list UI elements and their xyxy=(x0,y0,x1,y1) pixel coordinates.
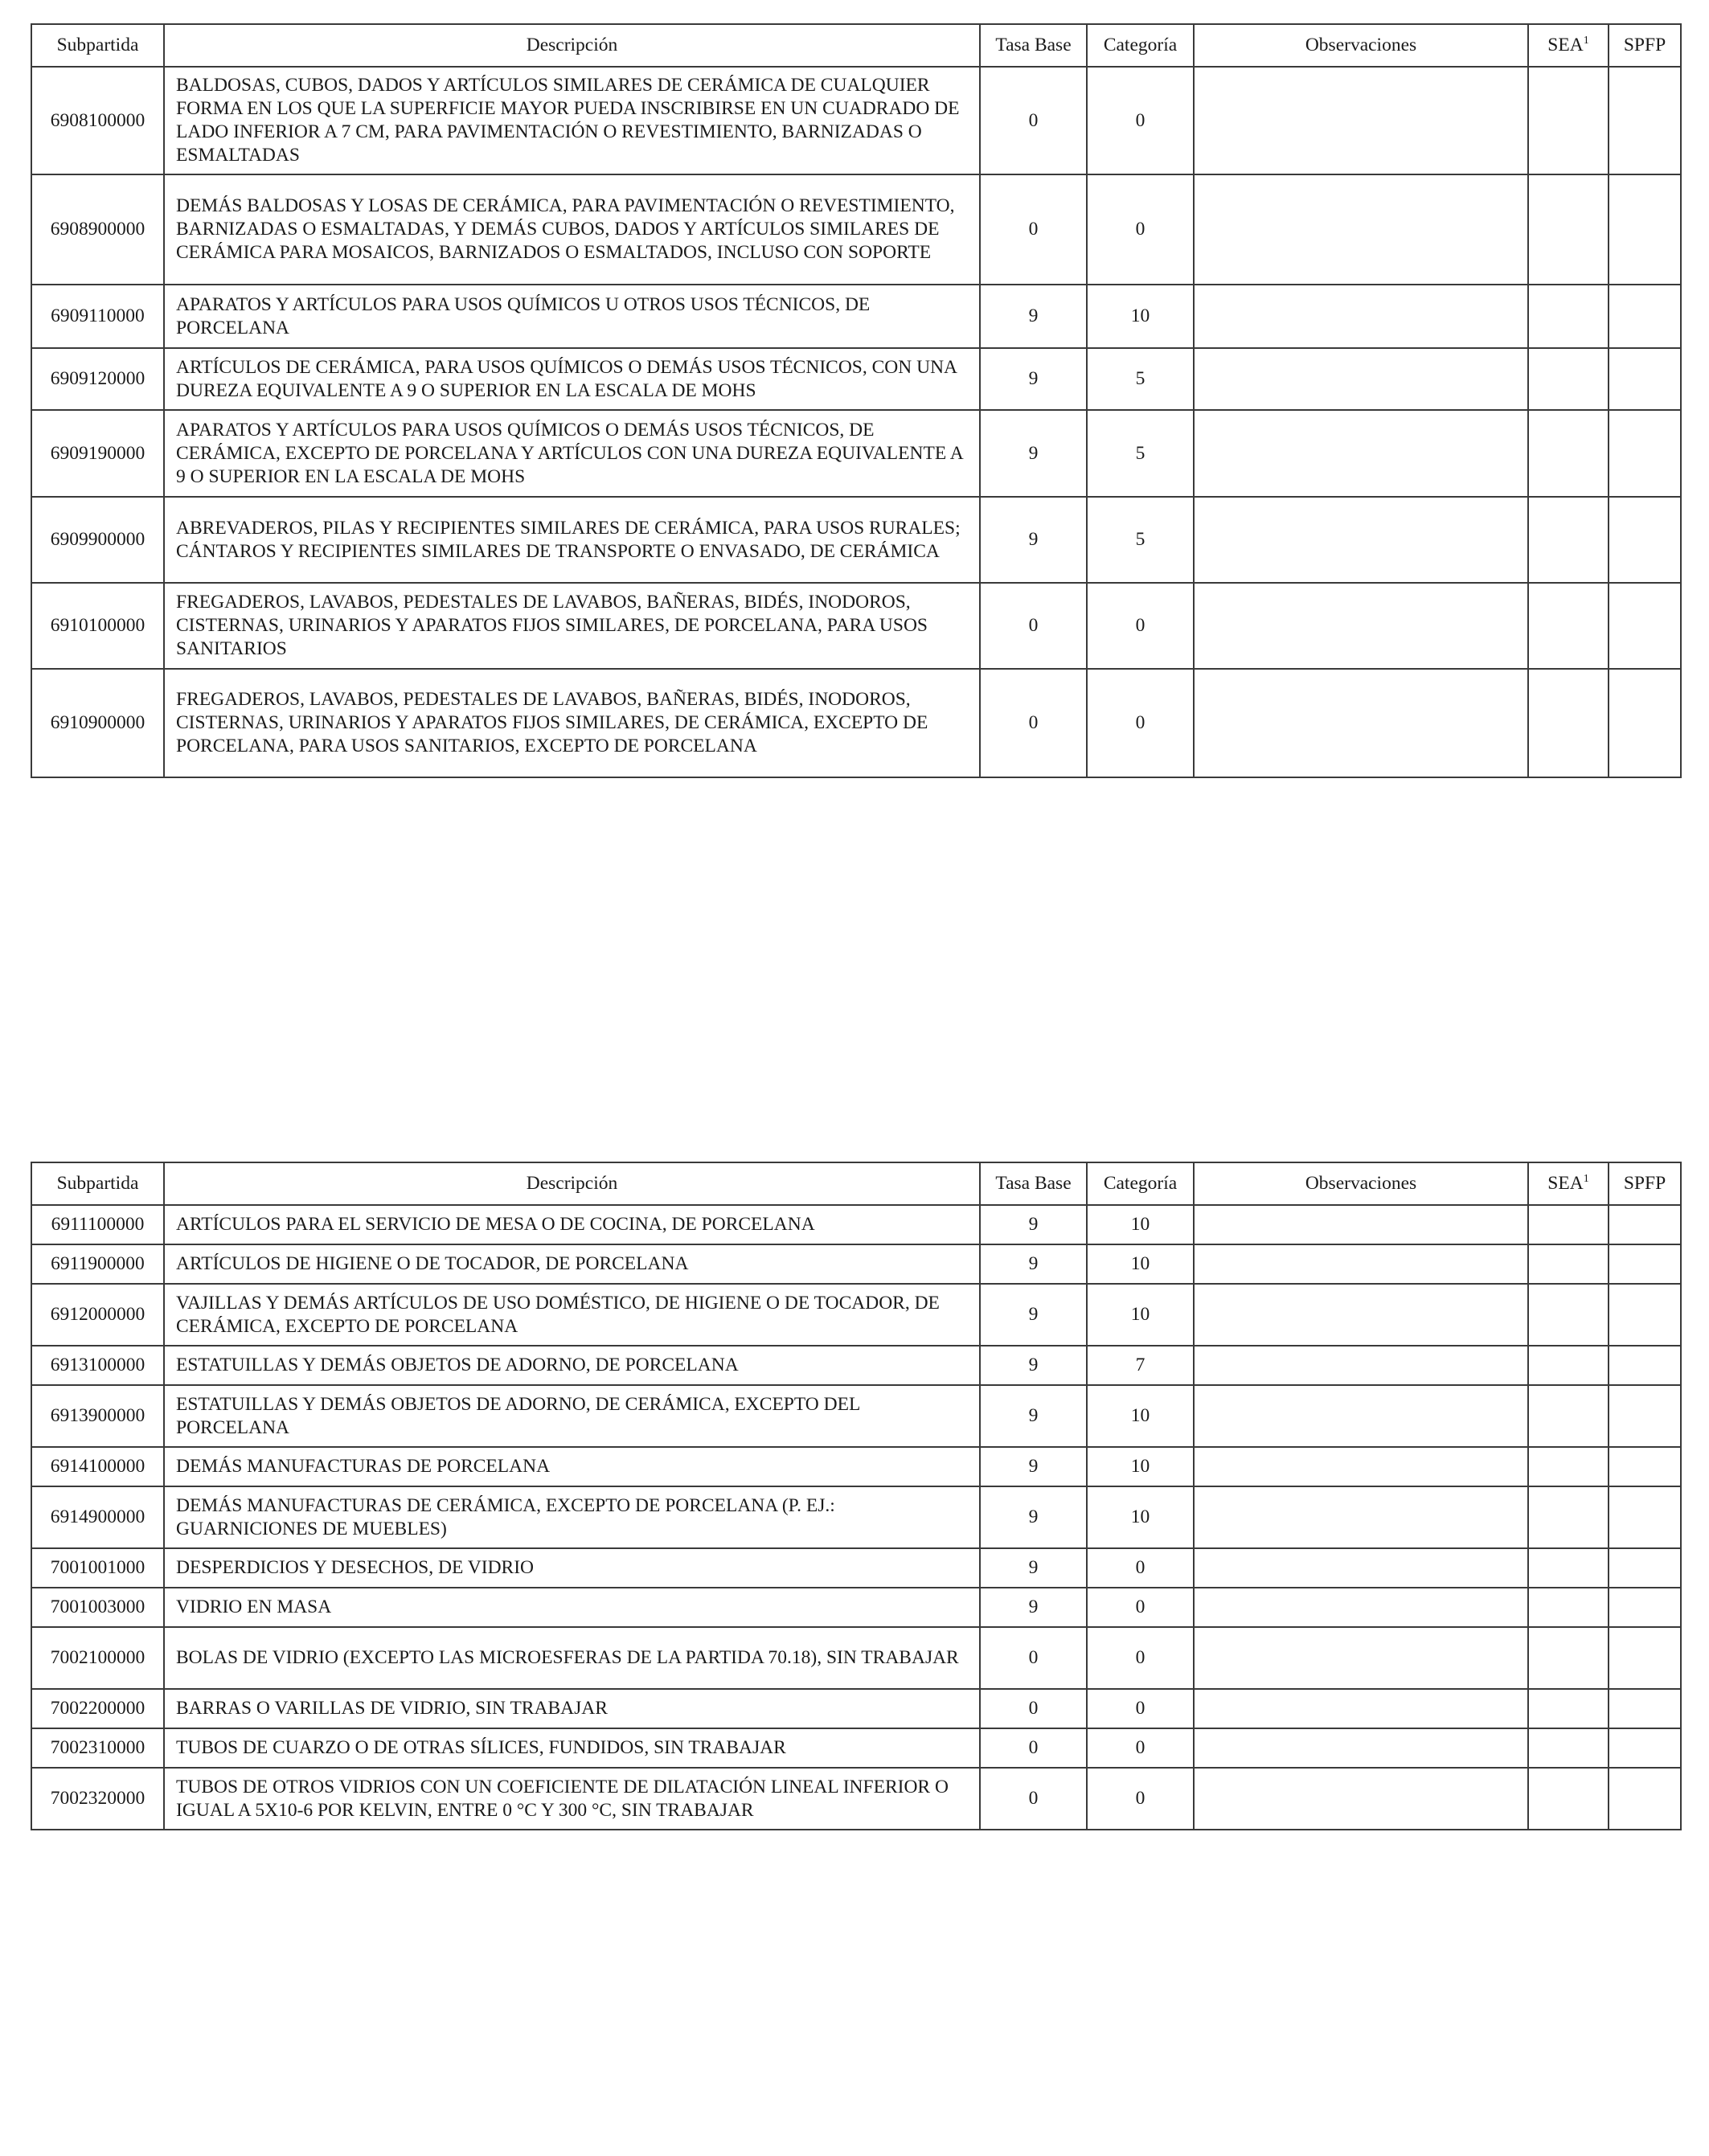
cell-spfp xyxy=(1609,1346,1681,1385)
cell-spfp xyxy=(1609,1244,1681,1284)
cell-descripcion: ESTATUILLAS Y DEMÁS OBJETOS DE ADORNO, DE PORCELANA xyxy=(164,1346,980,1385)
cell-categoria: 10 xyxy=(1087,1385,1194,1447)
cell-spfp xyxy=(1609,1486,1681,1548)
header-descripcion: Descripción xyxy=(164,24,980,67)
cell-sea xyxy=(1528,1548,1609,1588)
tariff-table-1 xyxy=(31,23,1682,778)
cell-subpartida: 7002100000 xyxy=(31,1627,164,1689)
cell-categoria: 5 xyxy=(1087,348,1194,410)
cell-spfp xyxy=(1609,1627,1681,1689)
cell-spfp xyxy=(1609,1548,1681,1588)
cell-tasa-base: 9 xyxy=(980,1447,1087,1486)
cell-sea xyxy=(1528,1627,1609,1689)
cell-sea xyxy=(1528,1728,1609,1768)
cell-observaciones xyxy=(1194,1728,1528,1768)
cell-categoria: 10 xyxy=(1087,1447,1194,1486)
cell-subpartida: 6909900000 xyxy=(31,497,164,583)
cell-tasa-base: 9 xyxy=(980,1205,1087,1244)
cell-descripcion: ARTÍCULOS DE CERÁMICA, PARA USOS QUÍMICOS O DEMÁS USOS TÉCNICOS, CON UNA DUREZA EQUIVALENTE A 9 O SUPERIOR EN LA ESCALA DE MOHS xyxy=(164,348,980,410)
cell-subpartida: 7002320000 xyxy=(31,1768,164,1830)
header-categoria: Categoría xyxy=(1087,1162,1194,1205)
cell-tasa-base: 0 xyxy=(980,1627,1087,1689)
cell-sea xyxy=(1528,1486,1609,1548)
cell-observaciones xyxy=(1194,1486,1528,1548)
cell-observaciones xyxy=(1194,285,1528,348)
cell-tasa-base: 9 xyxy=(980,1346,1087,1385)
cell-descripcion: ARTÍCULOS PARA EL SERVICIO DE MESA O DE COCINA, DE PORCELANA xyxy=(164,1205,980,1244)
cell-spfp xyxy=(1609,1205,1681,1244)
cell-categoria: 0 xyxy=(1087,669,1194,777)
cell-tasa-base: 9 xyxy=(980,1284,1087,1346)
cell-spfp xyxy=(1609,583,1681,669)
cell-observaciones xyxy=(1194,583,1528,669)
cell-observaciones xyxy=(1194,348,1528,410)
cell-tasa-base: 0 xyxy=(980,1689,1087,1728)
table-row xyxy=(31,1205,1681,1244)
cell-observaciones xyxy=(1194,174,1528,285)
cell-categoria: 5 xyxy=(1087,410,1194,497)
cell-sea xyxy=(1528,1346,1609,1385)
cell-spfp xyxy=(1609,1447,1681,1486)
cell-sea xyxy=(1528,497,1609,583)
header-row xyxy=(31,1162,1681,1205)
cell-subpartida: 7002310000 xyxy=(31,1728,164,1768)
table-row xyxy=(31,1588,1681,1627)
cell-observaciones xyxy=(1194,1768,1528,1830)
table-row xyxy=(31,174,1681,285)
cell-subpartida: 6910100000 xyxy=(31,583,164,669)
table-row xyxy=(31,1689,1681,1728)
cell-observaciones xyxy=(1194,67,1528,174)
cell-categoria: 0 xyxy=(1087,1627,1194,1689)
header-descripcion: Descripción xyxy=(164,1162,980,1205)
table-row xyxy=(31,1385,1681,1447)
cell-categoria: 10 xyxy=(1087,285,1194,348)
cell-subpartida: 6909110000 xyxy=(31,285,164,348)
table-row xyxy=(31,285,1681,348)
cell-observaciones xyxy=(1194,1689,1528,1728)
table-row xyxy=(31,1447,1681,1486)
cell-descripcion: ARTÍCULOS DE HIGIENE O DE TOCADOR, DE PORCELANA xyxy=(164,1244,980,1284)
cell-observaciones xyxy=(1194,1284,1528,1346)
table-row xyxy=(31,1244,1681,1284)
cell-spfp xyxy=(1609,174,1681,285)
cell-categoria: 0 xyxy=(1087,1588,1194,1627)
header-tasa-base: Tasa Base xyxy=(980,24,1087,67)
cell-spfp xyxy=(1609,1728,1681,1768)
cell-observaciones xyxy=(1194,1385,1528,1447)
header-subpartida: Subpartida xyxy=(31,24,164,67)
cell-sea xyxy=(1528,1284,1609,1346)
cell-spfp xyxy=(1609,1768,1681,1830)
cell-subpartida: 6914100000 xyxy=(31,1447,164,1486)
header-categoria: Categoría xyxy=(1087,24,1194,67)
cell-tasa-base: 0 xyxy=(980,1728,1087,1768)
header-sea xyxy=(1528,1162,1609,1205)
cell-observaciones xyxy=(1194,1447,1528,1486)
cell-observaciones xyxy=(1194,669,1528,777)
cell-descripcion: TUBOS DE CUARZO O DE OTRAS SÍLICES, FUNDIDOS, SIN TRABAJAR xyxy=(164,1728,980,1768)
cell-subpartida: 6908100000 xyxy=(31,67,164,174)
cell-descripcion: DEMÁS MANUFACTURAS DE PORCELANA xyxy=(164,1447,980,1486)
table-row xyxy=(31,67,1681,174)
table-row xyxy=(31,1548,1681,1588)
cell-subpartida: 6912000000 xyxy=(31,1284,164,1346)
cell-categoria: 0 xyxy=(1087,1548,1194,1588)
cell-spfp xyxy=(1609,669,1681,777)
cell-subpartida: 7001001000 xyxy=(31,1548,164,1588)
cell-spfp xyxy=(1609,285,1681,348)
header-sea xyxy=(1528,24,1609,67)
table-row xyxy=(31,669,1681,777)
table-row xyxy=(31,410,1681,497)
table-row xyxy=(31,1627,1681,1689)
cell-tasa-base: 0 xyxy=(980,174,1087,285)
cell-sea xyxy=(1528,1768,1609,1830)
header-subpartida: Subpartida xyxy=(31,1162,164,1205)
cell-sea xyxy=(1528,1385,1609,1447)
cell-sea xyxy=(1528,1588,1609,1627)
cell-descripcion: VAJILLAS Y DEMÁS ARTÍCULOS DE USO DOMÉSTICO, DE HIGIENE O DE TOCADOR, DE CERÁMICA, EXCEPTO DE PORCELANA xyxy=(164,1284,980,1346)
cell-tasa-base: 9 xyxy=(980,1588,1087,1627)
cell-subpartida: 6913900000 xyxy=(31,1385,164,1447)
cell-tasa-base: 9 xyxy=(980,1486,1087,1548)
cell-subpartida: 6909190000 xyxy=(31,410,164,497)
cell-spfp xyxy=(1609,1588,1681,1627)
cell-sea xyxy=(1528,174,1609,285)
cell-tasa-base: 9 xyxy=(980,497,1087,583)
cell-tasa-base: 0 xyxy=(980,669,1087,777)
cell-subpartida: 6911900000 xyxy=(31,1244,164,1284)
cell-tasa-base: 0 xyxy=(980,1768,1087,1830)
cell-sea xyxy=(1528,67,1609,174)
cell-sea xyxy=(1528,1205,1609,1244)
cell-subpartida: 6909120000 xyxy=(31,348,164,410)
cell-categoria: 0 xyxy=(1087,583,1194,669)
cell-subpartida: 7001003000 xyxy=(31,1588,164,1627)
cell-categoria: 10 xyxy=(1087,1205,1194,1244)
cell-spfp xyxy=(1609,1284,1681,1346)
cell-tasa-base: 0 xyxy=(980,583,1087,669)
cell-tasa-base: 9 xyxy=(980,348,1087,410)
table-row xyxy=(31,1728,1681,1768)
cell-categoria: 5 xyxy=(1087,497,1194,583)
table-1-body xyxy=(31,67,1681,777)
cell-tasa-base: 9 xyxy=(980,1244,1087,1284)
cell-sea xyxy=(1528,1244,1609,1284)
header-row xyxy=(31,24,1681,67)
cell-observaciones xyxy=(1194,1627,1528,1689)
cell-tasa-base: 9 xyxy=(980,285,1087,348)
cell-subpartida: 6911100000 xyxy=(31,1205,164,1244)
cell-descripcion: BOLAS DE VIDRIO (EXCEPTO LAS MICROESFERAS DE LA PARTIDA 70.18), SIN TRABAJAR xyxy=(164,1627,980,1689)
cell-descripcion: APARATOS Y ARTÍCULOS PARA USOS QUÍMICOS U OTROS USOS TÉCNICOS, DE PORCELANA xyxy=(164,285,980,348)
cell-observaciones xyxy=(1194,497,1528,583)
cell-subpartida: 6914900000 xyxy=(31,1486,164,1548)
cell-descripcion: ABREVADEROS, PILAS Y RECIPIENTES SIMILARES DE CERÁMICA, PARA USOS RURALES; CÁNTAROS Y RECIPIENTES SIMILARES DE TRANSPORTE O ENVASADO, DE CERÁMICA xyxy=(164,497,980,583)
table-row xyxy=(31,1284,1681,1346)
cell-spfp xyxy=(1609,67,1681,174)
header-sea-label: SEA xyxy=(1547,35,1584,55)
cell-descripcion: BALDOSAS, CUBOS, DADOS Y ARTÍCULOS SIMILARES DE CERÁMICA DE CUALQUIER FORMA EN LOS QUE LA SUPERFICIE MAYOR PUEDA INSCRIBIRSE EN UN CUADRADO DE LADO INFERIOR A 7 CM, PARA PAVIMENTACIÓN O REVESTIMIENTO, BARNIZADAS O ESMALTADAS xyxy=(164,67,980,174)
header-sea-label: SEA xyxy=(1547,1173,1584,1194)
cell-descripcion: APARATOS Y ARTÍCULOS PARA USOS QUÍMICOS O DEMÁS USOS TÉCNICOS, DE CERÁMICA, EXCEPTO DE PORCELANA Y ARTÍCULOS CON UNA DUREZA EQUIVALENTE A 9 O SUPERIOR EN LA ESCALA DE MOHS xyxy=(164,410,980,497)
cell-descripcion: TUBOS DE OTROS VIDRIOS CON UN COEFICIENTE DE DILATACIÓN LINEAL INFERIOR O IGUAL A 5X10-6 POR KELVIN, ENTRE 0 °C Y 300 °C, SIN TRABAJAR xyxy=(164,1768,980,1830)
cell-observaciones xyxy=(1194,1346,1528,1385)
cell-categoria: 7 xyxy=(1087,1346,1194,1385)
header-sea-footnote: 1 xyxy=(1583,1173,1589,1185)
cell-categoria: 0 xyxy=(1087,67,1194,174)
cell-subpartida: 7002200000 xyxy=(31,1689,164,1728)
table-row xyxy=(31,583,1681,669)
cell-sea xyxy=(1528,285,1609,348)
tariff-table-2 xyxy=(31,1162,1682,1830)
cell-sea xyxy=(1528,583,1609,669)
cell-descripcion: DEMÁS BALDOSAS Y LOSAS DE CERÁMICA, PARA PAVIMENTACIÓN O REVESTIMIENTO, BARNIZADAS O ESMALTADAS, Y DEMÁS CUBOS, DADOS Y ARTÍCULOS SIMILARES DE CERÁMICA PARA MOSAICOS, BARNIZADOS O ESMALTADOS, INCLUSO CON SOPORTE xyxy=(164,174,980,285)
cell-spfp xyxy=(1609,410,1681,497)
cell-observaciones xyxy=(1194,1548,1528,1588)
cell-observaciones xyxy=(1194,1588,1528,1627)
table-row xyxy=(31,1486,1681,1548)
header-tasa-base: Tasa Base xyxy=(980,1162,1087,1205)
cell-tasa-base: 9 xyxy=(980,1548,1087,1588)
cell-categoria: 0 xyxy=(1087,1689,1194,1728)
cell-subpartida: 6910900000 xyxy=(31,669,164,777)
table-row xyxy=(31,348,1681,410)
table-row xyxy=(31,497,1681,583)
cell-descripcion: FREGADEROS, LAVABOS, PEDESTALES DE LAVABOS, BAÑERAS, BIDÉS, INODOROS, CISTERNAS, URINARIOS Y APARATOS FIJOS SIMILARES, DE CERÁMICA, EXCEPTO DE PORCELANA, PARA USOS SANITARIOS, EXCEPTO DE PORCELANA xyxy=(164,669,980,777)
cell-sea xyxy=(1528,348,1609,410)
cell-categoria: 0 xyxy=(1087,1768,1194,1830)
cell-observaciones xyxy=(1194,1205,1528,1244)
cell-subpartida: 6908900000 xyxy=(31,174,164,285)
cell-descripcion: VIDRIO EN MASA xyxy=(164,1588,980,1627)
cell-categoria: 10 xyxy=(1087,1486,1194,1548)
cell-observaciones xyxy=(1194,410,1528,497)
header-observaciones: Observaciones xyxy=(1194,1162,1528,1205)
cell-observaciones xyxy=(1194,1244,1528,1284)
cell-spfp xyxy=(1609,1689,1681,1728)
cell-descripcion: ESTATUILLAS Y DEMÁS OBJETOS DE ADORNO, DE CERÁMICA, EXCEPTO DEL PORCELANA xyxy=(164,1385,980,1447)
cell-categoria: 10 xyxy=(1087,1284,1194,1346)
cell-sea xyxy=(1528,1447,1609,1486)
cell-spfp xyxy=(1609,1385,1681,1447)
cell-descripcion: DESPERDICIOS Y DESECHOS, DE VIDRIO xyxy=(164,1548,980,1588)
cell-descripcion: BARRAS O VARILLAS DE VIDRIO, SIN TRABAJAR xyxy=(164,1689,980,1728)
cell-tasa-base: 0 xyxy=(980,67,1087,174)
header-spfp: SPFP xyxy=(1609,1162,1681,1205)
cell-subpartida: 6913100000 xyxy=(31,1346,164,1385)
table-2-body xyxy=(31,1205,1681,1830)
cell-tasa-base: 9 xyxy=(980,410,1087,497)
cell-spfp xyxy=(1609,348,1681,410)
cell-tasa-base: 9 xyxy=(980,1385,1087,1447)
cell-sea xyxy=(1528,1689,1609,1728)
table-row xyxy=(31,1768,1681,1830)
cell-spfp xyxy=(1609,497,1681,583)
table-row xyxy=(31,1346,1681,1385)
cell-categoria: 0 xyxy=(1087,174,1194,285)
cell-descripcion: DEMÁS MANUFACTURAS DE CERÁMICA, EXCEPTO DE PORCELANA (P. EJ.: GUARNICIONES DE MUEBLES) xyxy=(164,1486,980,1548)
header-observaciones: Observaciones xyxy=(1194,24,1528,67)
header-sea-footnote: 1 xyxy=(1583,35,1589,47)
cell-categoria: 0 xyxy=(1087,1728,1194,1768)
cell-categoria: 10 xyxy=(1087,1244,1194,1284)
cell-sea xyxy=(1528,669,1609,777)
cell-sea xyxy=(1528,410,1609,497)
header-spfp: SPFP xyxy=(1609,24,1681,67)
cell-descripcion: FREGADEROS, LAVABOS, PEDESTALES DE LAVABOS, BAÑERAS, BIDÉS, INODOROS, CISTERNAS, URINARIOS Y APARATOS FIJOS SIMILARES, DE PORCELANA, PARA USOS SANITARIOS xyxy=(164,583,980,669)
